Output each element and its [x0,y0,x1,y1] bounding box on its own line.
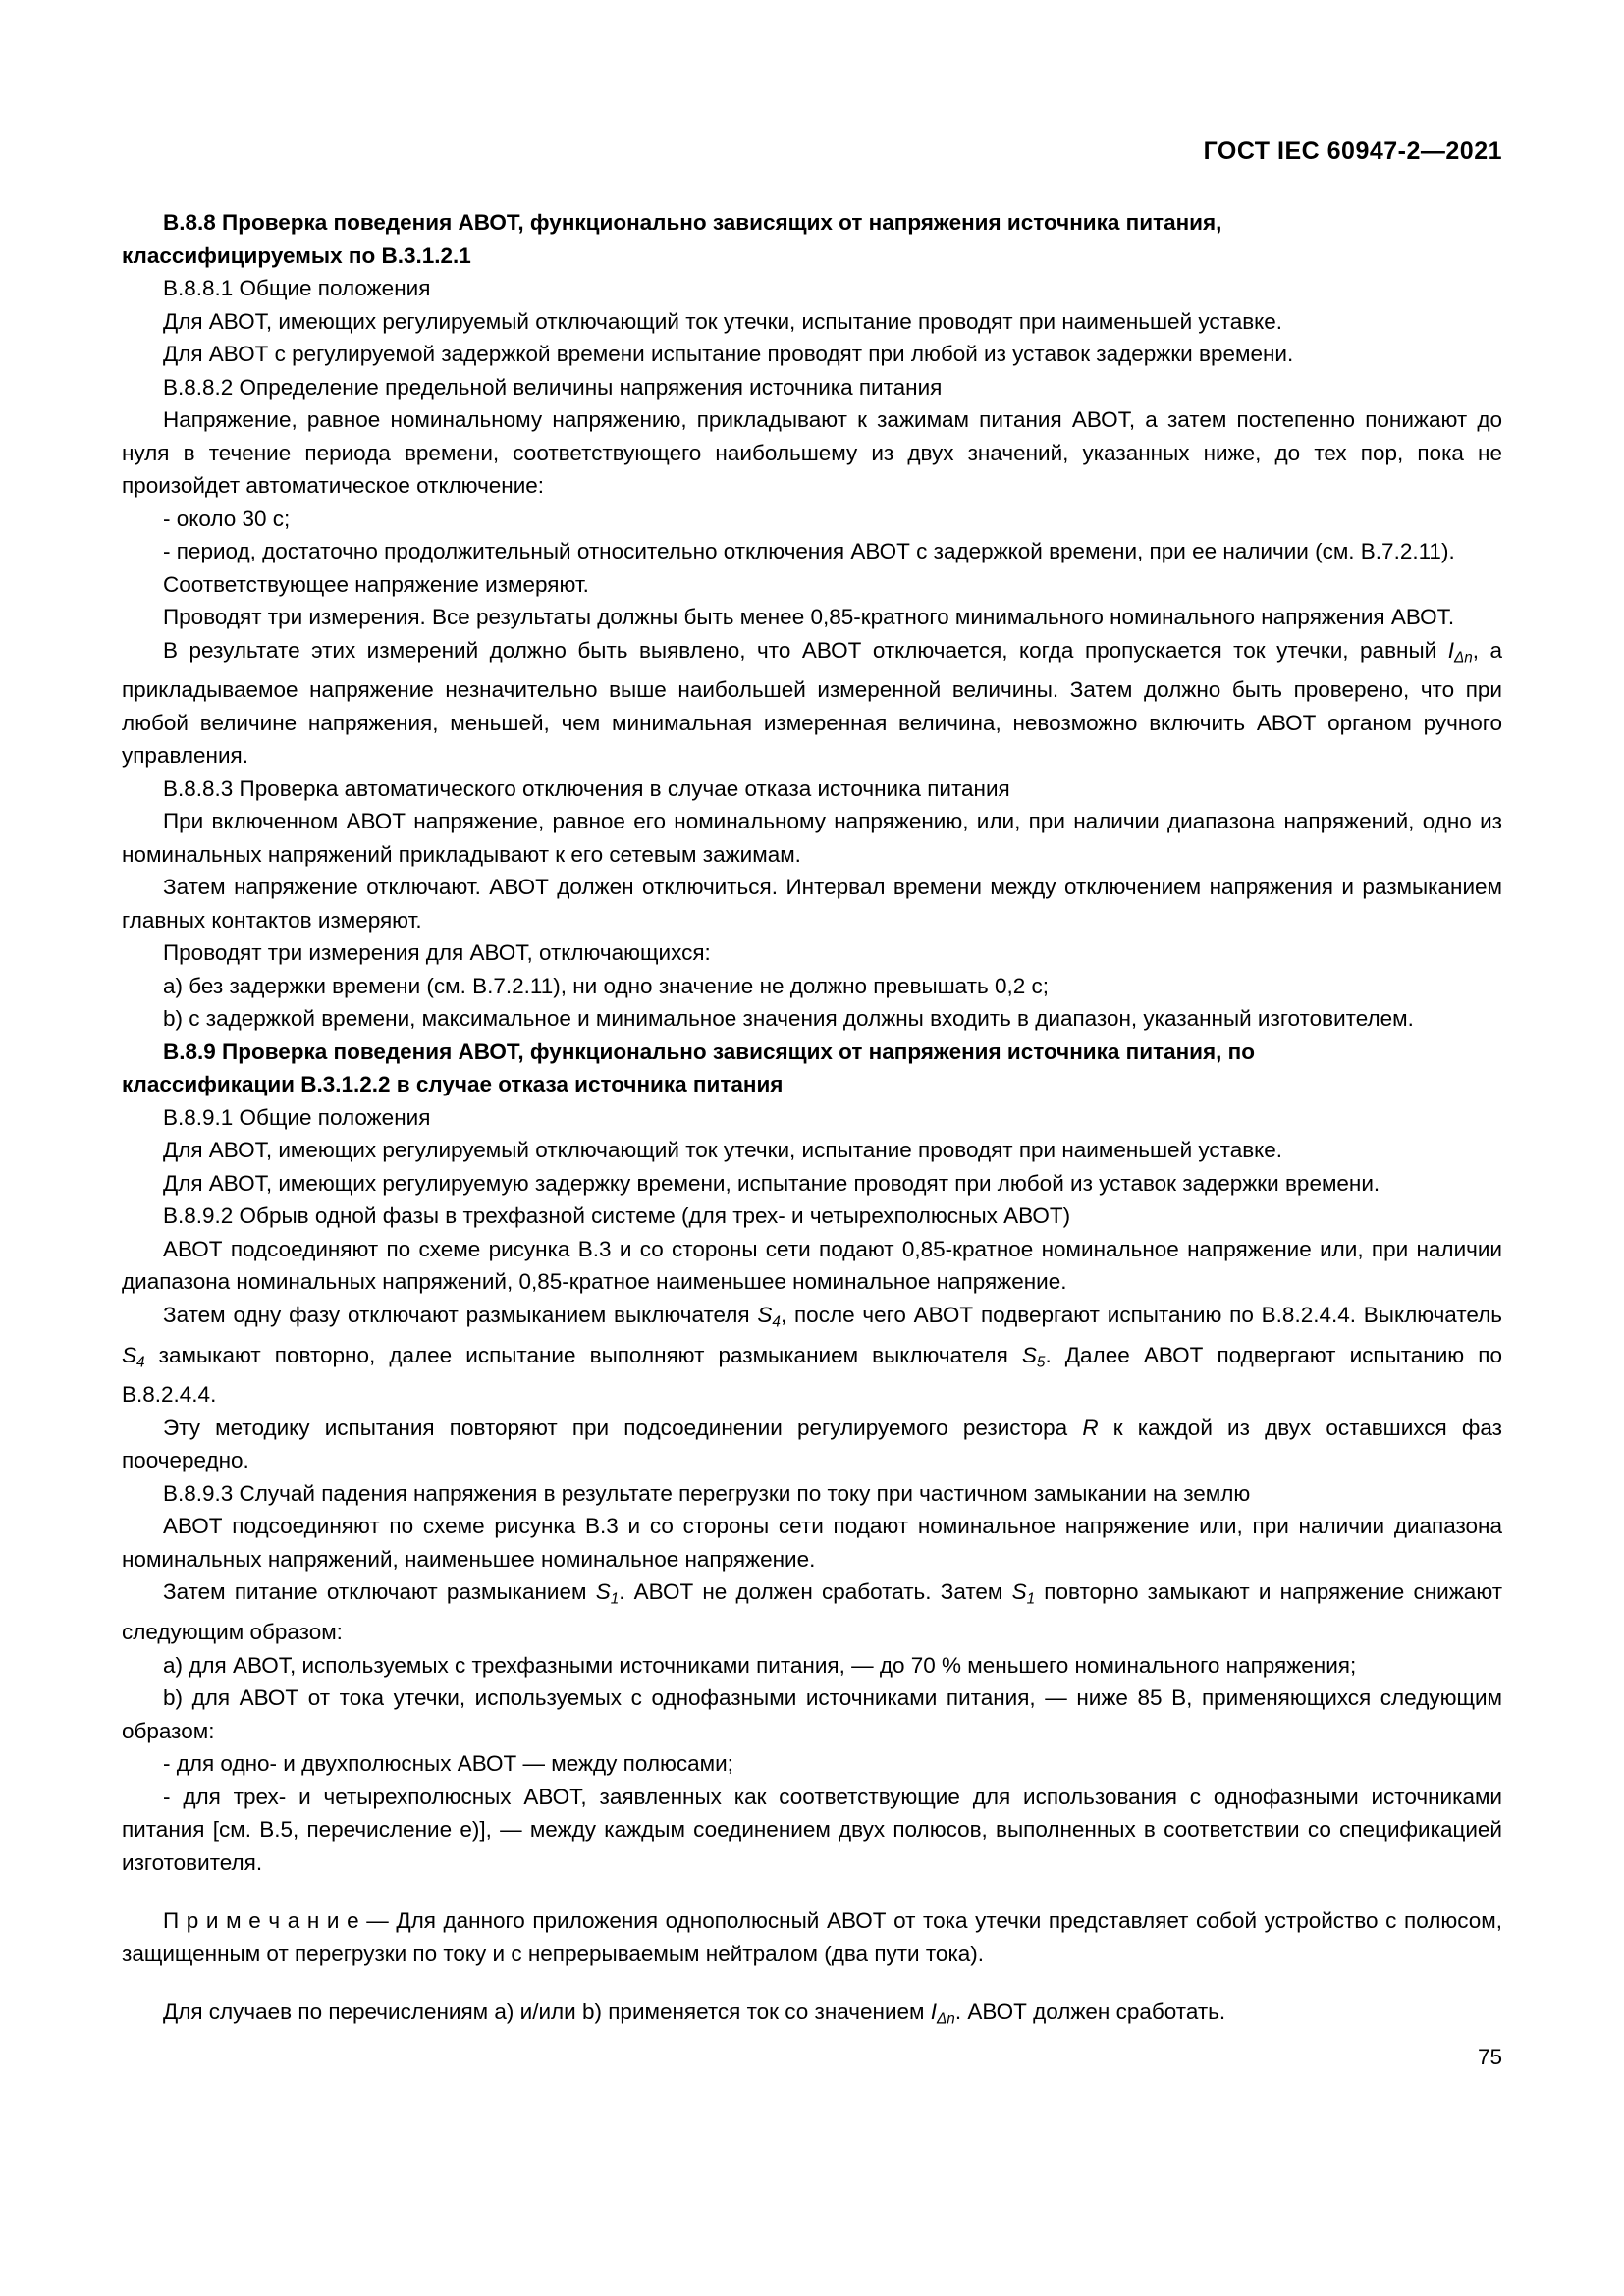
symbol-s1: $S_1$ [595,1579,620,1608]
paragraph-voltage-limit: Напряжение, равное номинальному напряжению, прикладывают к зажимам питания АВОТ, а затем постепенно понижают до нуля в течение периода времени, соответствующего наибольшему из двух значений, указанных ниже, до тех пор, пока не произойдет автоматическое отключение: [122,407,1502,498]
symbol-s4-second: $S_4$ [122,1342,145,1370]
paragraph-three-measurements-types: Проводят три измерения для АВОТ, отключающихся: [163,940,711,966]
document-body [122,206,1502,2036]
clause-b-8-9-3-title: B.8.9.3 Случай падения напряжения в результате перегрузки по току при частичном замыкании на землю [163,1480,1251,1506]
heading-b-8-8-line1: B.8.8 Проверка поведения АВОТ, функционально зависящих от напряжения источника питания, [163,210,1222,235]
text-part-a: В результате этих измерений должно быть выявлено, что АВОТ отключается, когда пропускается ток утечки, равный [163,637,1448,663]
symbol-r: R [1082,1415,1099,1440]
paragraph-rated-voltage-applied: При включенном АВОТ напряжение, равное его номинальному напряжению, или, при наличии диапазона напряжений, одно из номинальных напряжений прикладывают к его сетевым зажимам. [122,809,1502,867]
paragraph-figure-b3-connection: АВОТ подсоединяют по схеме рисунка B.3 и со стороны сети подают 0,85-кратное номинальное напряжение или, при наличии диапазона номинальных напряжений, 0,85-кратное наименьшее номинальное напряжение. [122,1236,1502,1295]
heading-b-8-9-line2: классификации B.3.1.2.2 в случае отказа источника питания [122,1072,784,1097]
symbol-s1-second: $S_1$ [1011,1579,1036,1608]
clause-b-8-8-2-title: B.8.8.2 Определение предельной величины напряжения источника питания [163,374,943,400]
list-item-three-four-pole: - для трех- и четырехполюсных АВОТ, заявленных как соответствующие для использования с однофазными источниками питания [см. B.5, перечисление e)], — между каждым соединением двух полюсов, выполненных в соответствии со спецификацией изготовителя. [122,1784,1502,1875]
paragraph-lowest-setting: Для АВОТ, имеющих регулируемый отключающий ток утечки, испытание проводят при наименьшей уставке. [163,308,1283,334]
heading-b-8-9-line1: B.8.9 Проверка поведения АВОТ, функционально зависящих от напряжения источника питания, по [163,1039,1255,1064]
page-number: 75 [1477,2045,1502,2069]
paragraph-final-current-value: Для случаев по перечислениям a) и/или b) применяется ток со значением $I_{\Delta n}$. АВОТ должен сработать. [163,2000,1226,2028]
page-header-standard-number: ГОСТ IEC 60947-2—2021 [1203,137,1502,165]
clause-b-8-8-3-title: B.8.8.3 Проверка автоматического отключения в случае отказа источника питания [163,775,1010,801]
list-item-one-two-pole: - для одно- и двухполюсных АВОТ — между полюсами; [163,1751,733,1777]
paragraph-measure-voltage: Соответствующее напряжение измеряют. [163,571,589,597]
paragraph-time-delay-setting: Для АВОТ с регулируемой задержкой времени испытание проводят при любой из уставок задержки времени. [163,342,1294,366]
paragraph-measurement-results [122,634,1502,773]
paragraph-supply-disconnect-s1: Затем питание отключают размыканием $S_1$. АВОТ не должен сработать. Затем $S_1$ повторно замыкают и напряжение снижают следующим образом: [122,1579,1502,1645]
paragraph-lowest-setting-2: Для АВОТ, имеющих регулируемый отключающий ток утечки, испытание проводят при наименьшей уставке. [163,1138,1283,1163]
clause-b-8-8-1-title: B.8.8.1 Общие положения [163,276,431,300]
list-item-a-no-delay: a) без задержки времени (см. B.7.2.11), ни одно значение не должно превышать 0,2 с; [163,973,1049,998]
note-block: П р и м е ч а н и е — Для данного приложения однополюсный АВОТ от тока утечки представляет собой устройство с полюсом, защищенным от перегрузки по току и с непрерываемым нейтралом (два пути тока). [122,1908,1502,1966]
symbol-s4: $S_4$ [757,1302,781,1331]
symbol-idn-final: $I_{\Delta n}$ [930,2000,955,2028]
paragraph-time-delay-setting-2: Для АВОТ, имеющих регулируемую задержку времени, испытание проводят при любой из уставок задержки времени. [163,1170,1380,1196]
paragraph-repeat-method: Эту методику испытания повторяют при подсоединении регулируемого резистора R к каждой из двух оставшихся фаз поочередно. [122,1415,1502,1473]
symbol-s5: $S_5$ [1021,1342,1046,1370]
list-item-b-single-phase: b) для АВОТ от тока утечки, используемых с однофазными источниками питания, — ниже 85 В, применяющихся следующим образом: [122,1685,1502,1743]
list-item-a-three-phase: a) для АВОТ, используемых с трехфазными источниками питания, — до 70 % меньшего номинального напряжения; [163,1652,1357,1678]
text-part-b: , а прикладываемое напряжение незначительно выше наибольшей измеренной величины. Затем должно быть проверено, что при любой величине напряжения, меньшей, чем минимальная измеренная величина, невозможно включить АВОТ органом ручного управления. [122,637,1502,769]
paragraph-voltage-switched-off: Затем напряжение отключают. АВОТ должен отключиться. Интервал времени между отключением напряжения и размыканием главных контактов измеряют. [122,875,1502,933]
clause-b-8-9-2-title: B.8.9.2 Обрыв одной фазы в трехфазной системе (для трех- и четырехполюсных АВОТ) [163,1203,1071,1229]
paragraph-figure-b3-connection-2: АВОТ подсоединяют по схеме рисунка B.3 и со стороны сети подают номинальное напряжение или, при наличии диапазона номинальных напряжений, наименьшее номинальное напряжение. [122,1514,1502,1572]
symbol-idn: $I_{\Delta n}$ [1447,637,1473,666]
list-item-b-with-delay: b) с задержкой времени, максимальное и минимальное значения должны входить в диапазон, указанный изготовителем. [163,1006,1414,1032]
list-item-long-period: - период, достаточно продолжительный относительно отключения АВОТ с задержкой времени, при ее наличии (см. B.7.2.11). [163,539,1455,563]
paragraph-phase-disconnection: Затем одну фазу отключают размыканием выключателя $S_4$, после чего АВОТ подвергают испытанию по B.8.2.4.4. Выключатель $S_4$ замыкают повторно, далее испытание выполняют размыканием выключателя $S_5$. Далее АВОТ подвергают испытанию по B.8.2.4.4. [122,1302,1502,1408]
clause-b-8-9-1-title: B.8.9.1 Общие положения [163,1104,431,1130]
heading-b-8-8-line2: классифицируемых по B.3.1.2.1 [122,242,471,268]
paragraph-three-measurements: Проводят три измерения. Все результаты должны быть менее 0,85-кратного минимального номинального напряжения АВОТ. [163,605,1455,629]
list-item-about-30s: - около 30 с; [163,506,291,531]
